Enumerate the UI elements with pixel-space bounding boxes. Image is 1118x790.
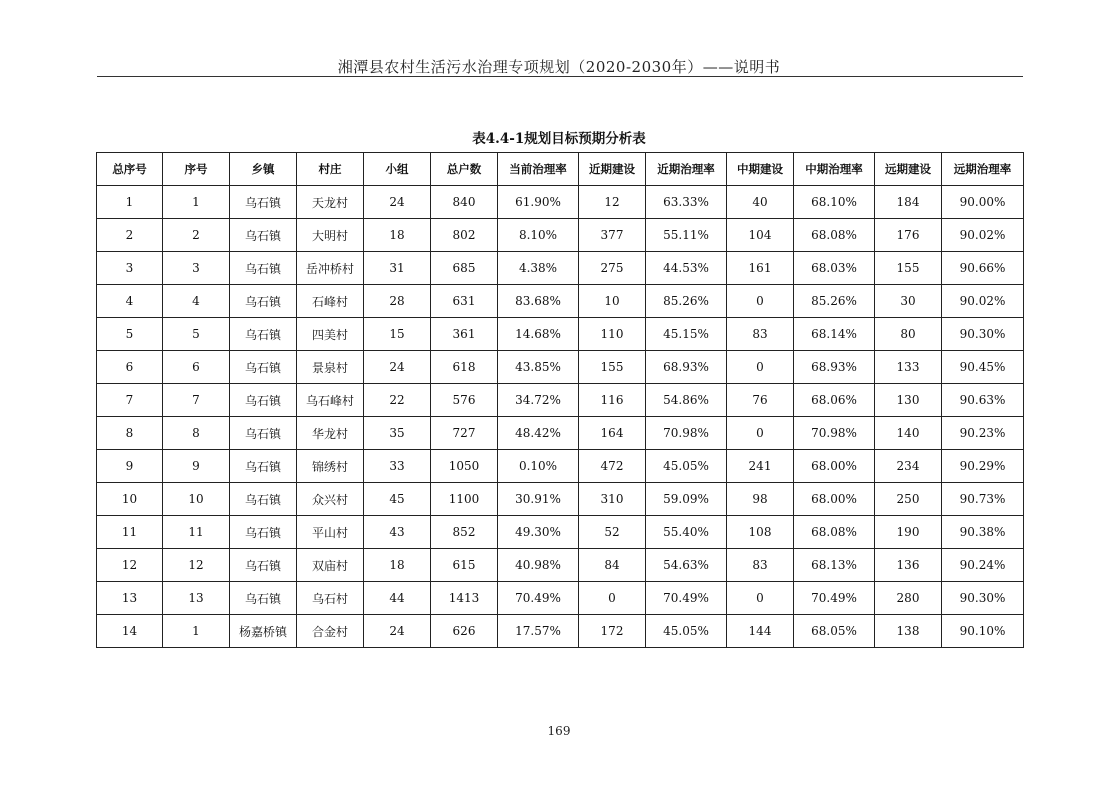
cell-index: 12 (163, 549, 230, 582)
cell-long-term-rate: 90.45% (942, 351, 1024, 384)
cell-group: 24 (364, 615, 431, 648)
cell-current-rate: 8.10% (498, 219, 579, 252)
cell-short-term-rate: 70.98% (646, 417, 727, 450)
cell-short-term-rate: 85.26% (646, 285, 727, 318)
cell-town: 乌石镇 (230, 450, 297, 483)
cell-mid-term-build: 161 (727, 252, 794, 285)
cell-mid-term-rate: 68.05% (794, 615, 875, 648)
cell-group: 45 (364, 483, 431, 516)
cell-long-term-rate: 90.30% (942, 318, 1024, 351)
cell-group: 22 (364, 384, 431, 417)
cell-short-term-build: 155 (579, 351, 646, 384)
cell-mid-term-rate: 68.08% (794, 516, 875, 549)
table-row (97, 318, 1024, 351)
cell-mid-term-rate: 85.26% (794, 285, 875, 318)
cell-town: 乌石镇 (230, 252, 297, 285)
cell-mid-term-rate: 68.00% (794, 483, 875, 516)
cell-total-index: 6 (97, 351, 163, 384)
cell-long-term-rate: 90.02% (942, 219, 1024, 252)
cell-mid-term-rate: 68.13% (794, 549, 875, 582)
cell-long-term-build: 80 (875, 318, 942, 351)
table-row (97, 516, 1024, 549)
cell-long-term-rate: 90.10% (942, 615, 1024, 648)
cell-current-rate: 17.57% (498, 615, 579, 648)
cell-mid-term-rate: 70.49% (794, 582, 875, 615)
cell-households: 802 (431, 219, 498, 252)
cell-group: 18 (364, 219, 431, 252)
cell-total-index: 5 (97, 318, 163, 351)
cell-mid-term-build: 241 (727, 450, 794, 483)
cell-current-rate: 83.68% (498, 285, 579, 318)
cell-current-rate: 70.49% (498, 582, 579, 615)
cell-index: 4 (163, 285, 230, 318)
cell-village: 景泉村 (297, 351, 364, 384)
cell-group: 18 (364, 549, 431, 582)
cell-total-index: 12 (97, 549, 163, 582)
cell-total-index: 3 (97, 252, 163, 285)
cell-current-rate: 14.68% (498, 318, 579, 351)
cell-short-term-rate: 54.86% (646, 384, 727, 417)
cell-short-term-rate: 59.09% (646, 483, 727, 516)
cell-short-term-build: 110 (579, 318, 646, 351)
cell-group: 35 (364, 417, 431, 450)
cell-households: 1050 (431, 450, 498, 483)
cell-long-term-rate: 90.38% (942, 516, 1024, 549)
page-header-title: 湘潭县农村生活污水治理专项规划（2020-2030年）——说明书 (337, 58, 781, 76)
cell-mid-term-rate: 70.98% (794, 417, 875, 450)
cell-households: 852 (431, 516, 498, 549)
table-row (97, 450, 1024, 483)
cell-short-term-build: 12 (579, 186, 646, 219)
cell-index: 2 (163, 219, 230, 252)
table-row (97, 252, 1024, 285)
cell-town: 乌石镇 (230, 417, 297, 450)
cell-long-term-build: 250 (875, 483, 942, 516)
cell-index: 3 (163, 252, 230, 285)
cell-index: 9 (163, 450, 230, 483)
cell-long-term-rate: 90.73% (942, 483, 1024, 516)
cell-households: 615 (431, 549, 498, 582)
cell-mid-term-rate: 68.10% (794, 186, 875, 219)
cell-current-rate: 48.42% (498, 417, 579, 450)
cell-short-term-build: 377 (579, 219, 646, 252)
cell-long-term-rate: 90.63% (942, 384, 1024, 417)
column-header-short-term-rate: 近期治理率 (646, 153, 727, 186)
cell-mid-term-rate: 68.06% (794, 384, 875, 417)
cell-households: 1100 (431, 483, 498, 516)
cell-town: 乌石镇 (230, 285, 297, 318)
column-header-long-term-build: 远期建设 (875, 153, 942, 186)
planning-target-table (96, 152, 1024, 648)
table-row (97, 615, 1024, 648)
cell-town: 乌石镇 (230, 516, 297, 549)
column-header-group: 小组 (364, 153, 431, 186)
cell-households: 576 (431, 384, 498, 417)
column-header-long-term-rate: 远期治理率 (942, 153, 1024, 186)
cell-short-term-build: 52 (579, 516, 646, 549)
cell-long-term-build: 133 (875, 351, 942, 384)
cell-village: 华龙村 (297, 417, 364, 450)
column-header-town: 乡镇 (230, 153, 297, 186)
cell-mid-term-rate: 68.93% (794, 351, 875, 384)
cell-index: 8 (163, 417, 230, 450)
cell-town: 乌石镇 (230, 351, 297, 384)
cell-short-term-rate: 68.93% (646, 351, 727, 384)
cell-short-term-build: 10 (579, 285, 646, 318)
cell-mid-term-rate: 68.08% (794, 219, 875, 252)
cell-total-index: 10 (97, 483, 163, 516)
cell-town: 乌石镇 (230, 219, 297, 252)
cell-households: 361 (431, 318, 498, 351)
cell-total-index: 8 (97, 417, 163, 450)
cell-short-term-rate: 45.05% (646, 450, 727, 483)
cell-group: 15 (364, 318, 431, 351)
cell-group: 31 (364, 252, 431, 285)
cell-short-term-rate: 55.11% (646, 219, 727, 252)
cell-long-term-rate: 90.30% (942, 582, 1024, 615)
cell-households: 618 (431, 351, 498, 384)
cell-index: 6 (163, 351, 230, 384)
cell-village: 平山村 (297, 516, 364, 549)
cell-short-term-build: 116 (579, 384, 646, 417)
cell-mid-term-build: 108 (727, 516, 794, 549)
cell-village: 双庙村 (297, 549, 364, 582)
cell-short-term-rate: 55.40% (646, 516, 727, 549)
column-header-short-term-build: 近期建设 (579, 153, 646, 186)
cell-total-index: 1 (97, 186, 163, 219)
cell-short-term-build: 172 (579, 615, 646, 648)
cell-short-term-rate: 70.49% (646, 582, 727, 615)
cell-village: 石峰村 (297, 285, 364, 318)
cell-total-index: 11 (97, 516, 163, 549)
cell-group: 33 (364, 450, 431, 483)
cell-town: 杨嘉桥镇 (230, 615, 297, 648)
cell-town: 乌石镇 (230, 483, 297, 516)
cell-town: 乌石镇 (230, 318, 297, 351)
page-number: 169 (547, 724, 571, 738)
cell-short-term-build: 275 (579, 252, 646, 285)
column-header-households: 总户数 (431, 153, 498, 186)
table-row (97, 186, 1024, 219)
cell-short-term-rate: 45.05% (646, 615, 727, 648)
table-body (97, 186, 1024, 648)
cell-short-term-rate: 63.33% (646, 186, 727, 219)
cell-village: 众兴村 (297, 483, 364, 516)
cell-mid-term-rate: 68.14% (794, 318, 875, 351)
cell-mid-term-build: 83 (727, 318, 794, 351)
cell-households: 631 (431, 285, 498, 318)
table-row (97, 483, 1024, 516)
cell-town: 乌石镇 (230, 186, 297, 219)
cell-current-rate: 40.98% (498, 549, 579, 582)
cell-mid-term-build: 0 (727, 351, 794, 384)
table-row (97, 582, 1024, 615)
cell-group: 43 (364, 516, 431, 549)
cell-mid-term-build: 104 (727, 219, 794, 252)
cell-current-rate: 49.30% (498, 516, 579, 549)
cell-short-term-build: 84 (579, 549, 646, 582)
cell-mid-term-rate: 68.03% (794, 252, 875, 285)
cell-group: 24 (364, 186, 431, 219)
cell-village: 岳冲桥村 (297, 252, 364, 285)
cell-village: 锦绣村 (297, 450, 364, 483)
cell-current-rate: 61.90% (498, 186, 579, 219)
cell-mid-term-build: 76 (727, 384, 794, 417)
cell-long-term-build: 155 (875, 252, 942, 285)
cell-group: 44 (364, 582, 431, 615)
cell-long-term-rate: 90.02% (942, 285, 1024, 318)
column-header-index: 序号 (163, 153, 230, 186)
cell-mid-term-build: 0 (727, 285, 794, 318)
cell-total-index: 13 (97, 582, 163, 615)
cell-village: 四美村 (297, 318, 364, 351)
cell-current-rate: 4.38% (498, 252, 579, 285)
cell-long-term-build: 190 (875, 516, 942, 549)
cell-long-term-build: 136 (875, 549, 942, 582)
cell-mid-term-build: 98 (727, 483, 794, 516)
cell-long-term-build: 184 (875, 186, 942, 219)
table-row (97, 219, 1024, 252)
cell-current-rate: 0.10% (498, 450, 579, 483)
table-row (97, 549, 1024, 582)
cell-short-term-rate: 45.15% (646, 318, 727, 351)
cell-short-term-build: 310 (579, 483, 646, 516)
cell-long-term-build: 140 (875, 417, 942, 450)
cell-village: 乌石村 (297, 582, 364, 615)
cell-households: 626 (431, 615, 498, 648)
column-header-mid-term-build: 中期建设 (727, 153, 794, 186)
cell-long-term-build: 176 (875, 219, 942, 252)
table-title: 表4.4-1规划目标预期分析表 (472, 131, 646, 147)
cell-mid-term-build: 83 (727, 549, 794, 582)
cell-short-term-build: 0 (579, 582, 646, 615)
cell-households: 727 (431, 417, 498, 450)
column-header-total-index: 总序号 (97, 153, 163, 186)
cell-short-term-build: 472 (579, 450, 646, 483)
cell-index: 10 (163, 483, 230, 516)
cell-village: 大明村 (297, 219, 364, 252)
cell-town: 乌石镇 (230, 582, 297, 615)
cell-long-term-build: 30 (875, 285, 942, 318)
cell-group: 28 (364, 285, 431, 318)
cell-index: 13 (163, 582, 230, 615)
cell-total-index: 9 (97, 450, 163, 483)
cell-index: 5 (163, 318, 230, 351)
column-header-mid-term-rate: 中期治理率 (794, 153, 875, 186)
table-row (97, 285, 1024, 318)
cell-long-term-rate: 90.24% (942, 549, 1024, 582)
cell-index: 1 (163, 186, 230, 219)
cell-mid-term-rate: 68.00% (794, 450, 875, 483)
cell-current-rate: 43.85% (498, 351, 579, 384)
column-header-current-rate: 当前治理率 (498, 153, 579, 186)
cell-current-rate: 30.91% (498, 483, 579, 516)
cell-long-term-build: 280 (875, 582, 942, 615)
cell-mid-term-build: 0 (727, 582, 794, 615)
cell-village: 乌石峰村 (297, 384, 364, 417)
cell-total-index: 7 (97, 384, 163, 417)
cell-total-index: 14 (97, 615, 163, 648)
table-row (97, 417, 1024, 450)
cell-long-term-rate: 90.00% (942, 186, 1024, 219)
cell-town: 乌石镇 (230, 549, 297, 582)
cell-index: 7 (163, 384, 230, 417)
table-row (97, 384, 1024, 417)
cell-households: 685 (431, 252, 498, 285)
cell-long-term-build: 138 (875, 615, 942, 648)
cell-households: 1413 (431, 582, 498, 615)
header-rule (97, 76, 1023, 77)
cell-short-term-rate: 44.53% (646, 252, 727, 285)
table-header-row (97, 153, 1024, 186)
cell-long-term-build: 130 (875, 384, 942, 417)
cell-town: 乌石镇 (230, 384, 297, 417)
cell-long-term-rate: 90.66% (942, 252, 1024, 285)
cell-current-rate: 34.72% (498, 384, 579, 417)
cell-village: 天龙村 (297, 186, 364, 219)
column-header-village: 村庄 (297, 153, 364, 186)
cell-short-term-build: 164 (579, 417, 646, 450)
cell-total-index: 2 (97, 219, 163, 252)
cell-long-term-rate: 90.23% (942, 417, 1024, 450)
cell-long-term-rate: 90.29% (942, 450, 1024, 483)
cell-short-term-rate: 54.63% (646, 549, 727, 582)
table-row (97, 351, 1024, 384)
cell-mid-term-build: 144 (727, 615, 794, 648)
cell-mid-term-build: 0 (727, 417, 794, 450)
cell-group: 24 (364, 351, 431, 384)
cell-households: 840 (431, 186, 498, 219)
cell-village: 合金村 (297, 615, 364, 648)
cell-index: 1 (163, 615, 230, 648)
cell-index: 11 (163, 516, 230, 549)
cell-long-term-build: 234 (875, 450, 942, 483)
cell-mid-term-build: 40 (727, 186, 794, 219)
cell-total-index: 4 (97, 285, 163, 318)
